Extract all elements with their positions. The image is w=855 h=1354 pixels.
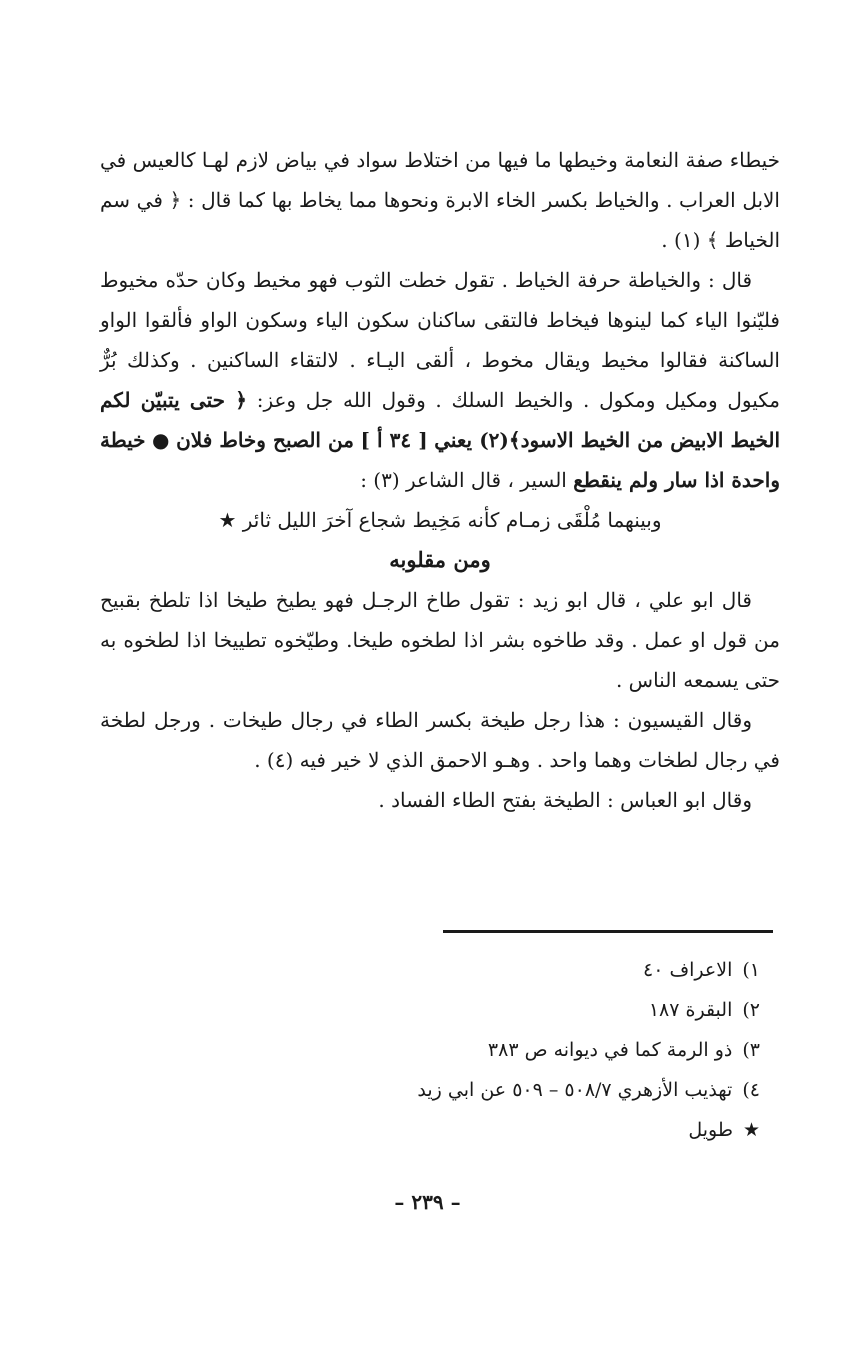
footnote-number: ٣)	[742, 1039, 760, 1061]
paragraph-5: وقال ابو العباس : الطيخة بفتح الطاء الفساد .	[378, 788, 752, 812]
paragraph-3: قال ابو علي ، قال ابو زيد : تقول طاخ الرجـل فهو يطيخ طيخا اذا تلطخ بقبيح من قول او عمل . وقد طاخوه بشر اذا لطخوه طيخا. وطيّخوه تطييخا اذا لطخوه به حتى يسمعه الناس .	[100, 588, 780, 692]
quran-quote: ﴿ حتى يتبيّن لكم الخيط الابيض من الخيط الاسود﴾(٢) يعني	[100, 388, 781, 452]
footnote-divider	[443, 930, 773, 933]
footnote-text: الاعراف ٤٠	[642, 959, 733, 981]
footnote-text: طويل	[688, 1119, 733, 1141]
paragraph-4: وقال القيسيون : هذا رجل طيخة بكسر الطاء في رجال طيخات . ورجل لطخة في رجال لطخات وهما واحد . وهـو الاحمق الذي لا خير فيه (٤) .	[100, 708, 780, 772]
paragraph-1: خيطاء صفة النعامة وخيطها ما فيها من اختلاط سواد في بياض لازم لهـا كالعيس في الابل العراب . والخياط بكسر الخاء الابرة ونحوها مما يخاط بها كما قال : ﴿ في سم الخياط ﴾ (١) .	[100, 148, 781, 252]
footnote-number: ٤)	[742, 1079, 760, 1101]
paragraph-2-phrase: خيطة واحدة اذا سار ولم ينقطع	[100, 428, 780, 492]
footnote-meter	[300, 1110, 760, 1150]
footnote-3	[300, 1030, 760, 1070]
paragraph-2-continuation: من الصبح وخاط فلان	[176, 428, 354, 452]
star-icon: ★	[742, 1119, 760, 1141]
section-heading: ومن مقلوبه	[389, 547, 491, 572]
footnote-text: البقرة ١٨٧	[648, 999, 733, 1021]
footnote-4	[300, 1070, 760, 1110]
manuscript-folio-marker: [ ٣٤ أ ]	[360, 428, 428, 452]
paragraph-2-text: قال : والخياطة حرفة الخياط . تقول خطت الثوب فهو مخيط وكان حدّه مخيوط فليّنوا الياء كما لينوها فيخاط فالتقى ساكنان سكون الياء وسكون الواو فألقوا الواو الساكنة فقالوا مخيط ويقال مخوط ، ألقى اليـاء . لالتقاء الساكنين . وكذلك بُرٌّ مكيول ومكيل ومكول . والخيط السلك . وقول الله جل وعز:	[100, 268, 781, 412]
footnote-1	[300, 950, 760, 990]
page-number: – ٢٣٩ –	[394, 1190, 461, 1214]
footnote-text: ذو الرمة كما في ديوانه ص ٣٨٣	[487, 1039, 733, 1061]
paragraph-2	[100, 260, 780, 500]
footnotes	[300, 950, 760, 1150]
footnote-number: ١)	[742, 959, 760, 981]
paragraph-2-end: السير ، قال الشاعر (٣) :	[360, 468, 567, 492]
footnote-text: تهذيب الأزهري ٥٠٨/٧ – ٥٠٩ عن ابي زيد	[417, 1079, 733, 1101]
bullet-icon: ●	[152, 428, 170, 452]
footnote-number: ٢)	[742, 999, 760, 1021]
poetry-verse: وبينهما مُلْقَى زمـام كأنه مَخِيط شجاع آخرَ الليل ثائر ★	[218, 508, 662, 532]
footnote-2	[300, 990, 760, 1030]
main-text	[100, 140, 780, 820]
